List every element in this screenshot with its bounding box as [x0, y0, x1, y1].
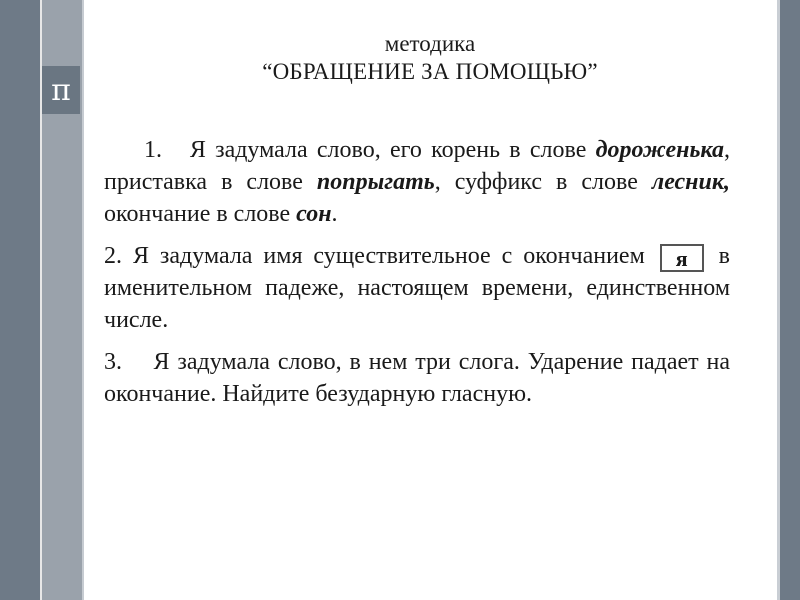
left-decor-edge	[82, 0, 84, 600]
title-line-2: “ОБРАЩЕНИЕ ЗА ПОМОЩЬЮ”	[262, 59, 598, 84]
title-line-1: методика	[384, 31, 476, 56]
left-decor-band	[0, 0, 40, 600]
task-2-text-b: в именительном падеже, настоящем времени, единственном числе.	[104, 243, 731, 333]
task-1-text-b: , приставка в слове	[104, 137, 730, 195]
task-1-text-d: окончание в слове	[104, 201, 297, 227]
task-1-text-c: , суффикс в слове	[434, 169, 652, 195]
task-3	[104, 346, 730, 410]
task-1	[104, 134, 730, 230]
task-1-word-prefix: попрыгать	[316, 169, 435, 195]
task-3-text: Я задумала слово, в нем три слога. Ударение падает на окончание. Найдите безударную гласную.	[104, 349, 731, 407]
task-1-word-root: дороженька	[595, 137, 724, 163]
ending-box: я	[660, 244, 704, 272]
pi-symbol: π	[51, 72, 71, 108]
slide-content	[104, 134, 730, 420]
slide-title	[100, 30, 760, 86]
task-1-number: 1.	[144, 137, 162, 163]
pi-icon	[42, 66, 80, 114]
task-1-text-e: .	[331, 201, 338, 227]
task-2-text-a: Я задумала имя существительное с окончанием	[132, 243, 645, 269]
task-3-number: 3.	[104, 349, 122, 375]
task-1-word-suffix: лесник,	[651, 169, 731, 195]
task-2	[104, 240, 730, 336]
task-1-word-ending: сон	[296, 201, 332, 227]
right-decor-band	[780, 0, 800, 600]
task-1-text-a: Я задумала слово, его корень в слове	[189, 137, 596, 163]
task-2-number: 2.	[104, 243, 122, 269]
